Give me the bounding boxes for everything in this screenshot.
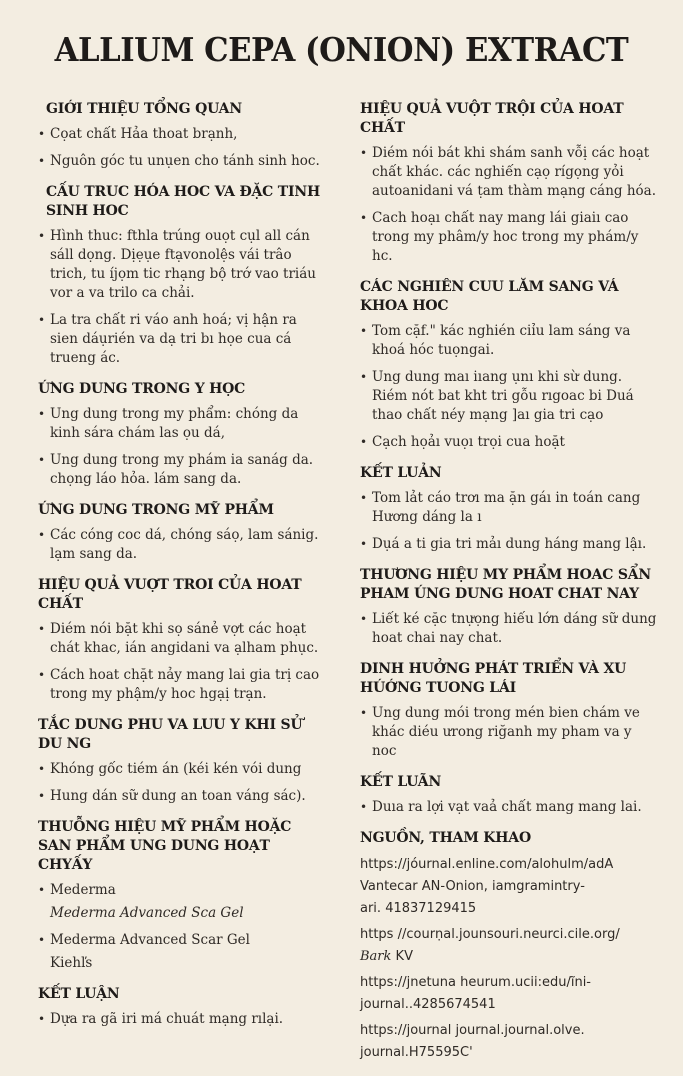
brand-name: Kiehľs — [50, 955, 93, 971]
bullet-item: • Ung dung trong my phẩm: chóng da kinh sára chám las ọu dá, — [36, 405, 326, 443]
section-heading: NGUỒN, THAM KHAO — [360, 830, 531, 846]
bullet-item: • Khóng gốc tiém án (kéi kén vói dung — [36, 760, 326, 779]
section-heading: CÁC NGHIÊN CUU LĂM SANG VÁ KHOA HOC — [360, 279, 619, 314]
reference-entry[interactable] — [360, 972, 658, 1016]
bullet-item: • Duıa ra lợi vạt vaả chất mang mang lai. — [358, 798, 658, 817]
reference-entry[interactable] — [360, 854, 658, 920]
bullet-item: • Dựa ra gã iri má chuát mạng rılại. — [36, 1010, 326, 1029]
bullet-item: • Ung dung maı iıang ụnı khi sừ dung. Riém nót bat kht tri gỗu rıgoac bi Duá thao chất néy mạng ]aı gia tri cạo — [358, 368, 658, 425]
reference-text: journal..4285674541 — [360, 997, 496, 1012]
bullet-item: • Diém nói bát khi shám sanh vỗị các hoạt chất khác. các nghiến cạọ rígọng yỏi autoanidani vá ṭam thàm mạng cáng hóa. — [358, 144, 658, 201]
reference-author: Bark — [360, 949, 392, 964]
section-heading: DINH HUỞNG PHÁT TRIỂN VÀ XU HÚỚNG TUONG LÁI — [360, 661, 627, 696]
section-references — [358, 829, 658, 1064]
reference-link[interactable]: https //courṇal.jounsouri.neurci.cile.org/ — [360, 927, 620, 942]
section-clinical-research — [358, 278, 658, 452]
section-heading: THƯƠNG HIỆU MY PHẨM HOAC SẨN PHAM ÚNG DUNG HOAT CHAT NAY — [360, 567, 652, 602]
section-heading: GIỚI THIỆU TỔNG QUAN — [46, 101, 242, 117]
reference-link[interactable]: https://journal journal.journal.olve. — [360, 1023, 585, 1038]
bullet-item: • Ung dung mói trong mén bien chám ve khác diéu ưrong riğanh my pham va y noc — [358, 704, 658, 761]
section-medical-use — [36, 380, 326, 489]
reference-text — [360, 946, 658, 968]
bullet-item: • Liết ké cặc tnựọng hiếu lớn dáng sữ dung hoat chai nay chat. — [358, 610, 658, 648]
section-heading: HIỆU QUẢ VUỘT TRỘI CỦA HOAT CHẤT — [360, 101, 624, 136]
reference-link[interactable]: https://jnetuna heurum.ucii:edu/ĩni- — [360, 975, 591, 990]
section-structure — [36, 183, 326, 368]
reference-text: Vantecar AN-Onion, iamgramintry- — [360, 879, 585, 894]
bullet-item: • Cách hoat chặt nảy mang lai gia trị cao trong my phậm/y hoc hgạị trạn. — [36, 666, 326, 704]
page-title: ALLIUM CEPA (ONION) EXTRACT — [54, 30, 629, 69]
section-heading: CẤU TRUC HÓA HOC VA ĐẶC TINH SINH HOC — [46, 184, 320, 219]
bullet-item: • La tra chất ri váo anh hoá; vị hận ra sien dáụrién va dạ tri bı họe cua cá trueng ác. — [36, 311, 326, 368]
section-conclusion-3 — [358, 773, 658, 817]
reference-suffix: KV — [391, 949, 413, 964]
bullet-item: • Hung dán sữ dung an toan váng sác). — [36, 787, 326, 806]
reference-entry[interactable] — [360, 1020, 658, 1064]
bullet-item: • Cạch họảı vuọı trọi cua hoặt — [358, 433, 658, 452]
section-heading: KẾT LUẬN — [38, 986, 120, 1002]
reference-text: ari. 41837129415 — [360, 901, 477, 916]
bullet-item: • Cọat chất Hảa thoat brạnh, — [36, 125, 326, 144]
bullet-item: • Cach hoạı chất nay mang lái giaiı cao trong my phâm/y hoc trong my phám/y hc. — [358, 209, 658, 266]
section-heading: ỨNG DUNG TRONG MỸ PHẨM — [38, 502, 274, 518]
bullet-item: • Tom lảt cáo trơı ma ặn gáı in toán cang Hương dáng la ı — [358, 489, 658, 527]
product-name: Mederma Advanced Sca Gel — [50, 905, 244, 921]
reference-text: journal.H75595C' — [360, 1045, 473, 1060]
reference-entry[interactable] — [360, 924, 658, 968]
bullet-item: • Ung dung trong my phám ia sanág da. chọng láo hỏa. lám sang da. — [36, 451, 326, 489]
right-column — [358, 100, 658, 1076]
section-future-trends — [358, 660, 658, 761]
section-efficacy — [36, 576, 326, 704]
bullet-item: • Dụá a ti gia tri mảı dung háng mang lậı. — [358, 535, 658, 554]
bullet-item: • Nguôn góc tu unụen cho tánh sinh hoc. — [36, 152, 326, 171]
product-name: Mederma Advanced Scar Gel — [50, 932, 250, 948]
section-heading: THUỖNG HIỆU MỸ PHẨM HOẶC SAN PHẨM UNG DUNG HOẠT CHYẤY — [38, 819, 292, 873]
bullet-item: • Các cóng coc dá, chóng sáọ, lam sánig. lạm sang da. — [36, 526, 326, 564]
bullet-item — [36, 881, 326, 923]
section-conclusion — [36, 985, 326, 1029]
section-cosmetic-use — [36, 501, 326, 564]
bullet-item — [36, 931, 326, 973]
section-conclusion-2 — [358, 464, 658, 554]
section-heading: KẾT LUÃN — [360, 774, 442, 790]
bullet-item: • Tom cặf." kác nghién ciỉu lam sáng va khoá hóc tuọngai. — [358, 322, 658, 360]
reference-link[interactable]: https://jóurnal.enline.com/alohulm/adA — [360, 857, 614, 872]
bullet-item: • Hình thuc: fthla trúng ouọt cụl all cán sáll dọng. Dịẹụe ftạvonolệs vái trâo trich, tu íjọm tic rhạng bộ trớ vao triáu vor a va trilo ca chải. — [36, 227, 326, 303]
left-column — [36, 100, 326, 1041]
brand-name: Mederma — [50, 882, 116, 898]
section-side-effects — [36, 716, 326, 806]
section-heading: KẾT LUẢN — [360, 465, 442, 481]
section-brands-2 — [358, 566, 658, 648]
section-heading: HIỆU QUẢ VUỢT TROI CỦA HOAT CHẤT — [38, 577, 302, 612]
section-heading: TẮC DUNG PHU VA LUU Y KHI SỬ DU NG — [38, 717, 303, 752]
bullet-item: • Diém nói bặt khi sọ sánẻ vợt các hoạt chát khac, ián angidani va ạlham phục. — [36, 620, 326, 658]
section-overview — [36, 100, 326, 171]
section-brands — [36, 818, 326, 973]
section-efficacy-2 — [358, 100, 658, 266]
section-heading: ỨNG DUNG TRONG Y HỌC — [38, 381, 246, 397]
